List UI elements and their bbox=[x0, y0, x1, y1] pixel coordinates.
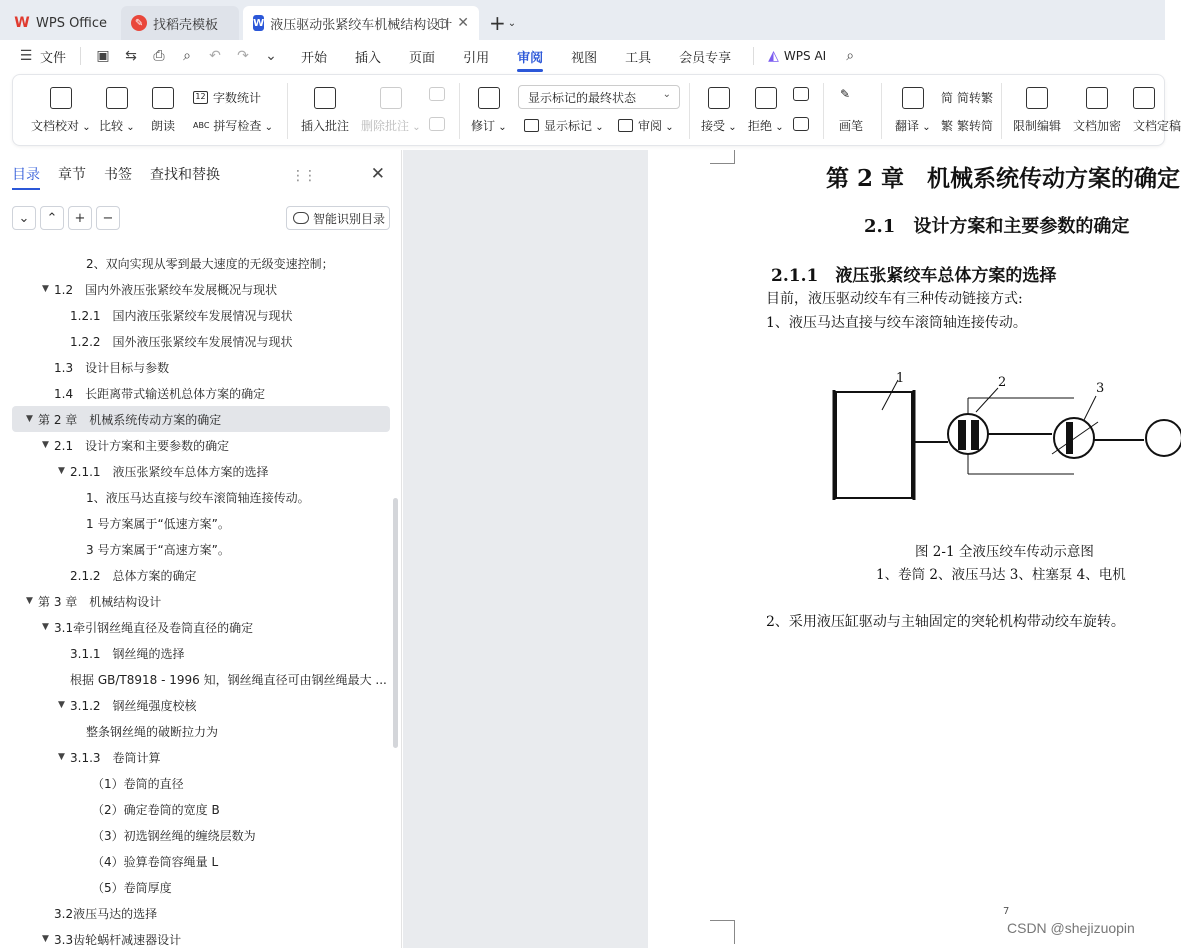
toc-item[interactable] bbox=[0, 614, 392, 640]
monitor-icon[interactable] bbox=[438, 19, 447, 28]
simplified-to-traditional-button[interactable] bbox=[941, 89, 993, 106]
toc-item[interactable] bbox=[0, 458, 392, 484]
toc-item-label: 3.1.1 钢丝绳的选择 bbox=[70, 646, 185, 661]
toc-list bbox=[0, 250, 392, 952]
menu-reference[interactable]: 引用 bbox=[463, 50, 490, 66]
save-icon[interactable]: ▣ bbox=[96, 48, 110, 64]
search-icon[interactable]: ⌕ bbox=[846, 48, 855, 64]
redo-icon[interactable]: ↷ bbox=[237, 48, 249, 64]
toc-item-label: 1.4 长距离带式输送机总体方案的确定 bbox=[54, 386, 266, 401]
plus-icon[interactable]: + bbox=[68, 206, 92, 230]
paragraph: 1、液压马达直接与绞车滚筒轴连接传动。 bbox=[766, 315, 1027, 331]
tab-bookmark[interactable]: 书签 bbox=[104, 167, 132, 183]
toc-item-label: 1.2.2 国外液压张紧绞车发展情况与现状 bbox=[70, 334, 293, 349]
toc-item-label: 1 号方案属于“低速方案”。 bbox=[86, 516, 230, 531]
wps-ai-button[interactable] bbox=[768, 48, 826, 64]
restrict-edit-button[interactable] bbox=[1013, 87, 1061, 134]
close-icon[interactable]: ✕ bbox=[370, 164, 385, 184]
delete-comment-icon bbox=[380, 87, 402, 109]
toc-item[interactable] bbox=[0, 900, 392, 926]
review-ribbon bbox=[12, 74, 1181, 146]
prev-comment-button[interactable] bbox=[429, 87, 445, 109]
paragraph: 目前，液压驱动绞车有三种传动链接方式: bbox=[766, 291, 1023, 307]
crop-mark bbox=[710, 150, 734, 164]
toc-item-label: （2）确定卷筒的宽度 B bbox=[92, 802, 220, 817]
accept-button[interactable] bbox=[701, 87, 737, 134]
crop-mark bbox=[734, 150, 735, 164]
divider bbox=[287, 83, 288, 139]
show-markup-icon bbox=[524, 119, 539, 132]
insert-comment-icon bbox=[314, 87, 336, 109]
show-markup-label: 显示标记 ⌄ bbox=[544, 117, 604, 134]
toc-item[interactable] bbox=[0, 380, 392, 406]
pen-icon: ✎ bbox=[840, 87, 851, 101]
menu-start[interactable]: 开始 bbox=[301, 50, 328, 66]
revise-button[interactable] bbox=[471, 87, 507, 134]
doc-check-label: 文档校对 ⌄ bbox=[31, 117, 91, 134]
translate-button[interactable] bbox=[895, 87, 931, 134]
toc-item-label: 1.3 设计目标与参数 bbox=[54, 360, 170, 375]
restrict-edit-label: 限制编辑 bbox=[1013, 119, 1062, 133]
expand-arrow-icon[interactable]: ▼ bbox=[26, 596, 33, 606]
drag-handle-icon[interactable]: ⋮⋮ bbox=[291, 168, 315, 184]
menu-member[interactable]: 会员专享 bbox=[679, 50, 732, 66]
next-change-icon bbox=[793, 117, 809, 131]
smart-toc-button[interactable] bbox=[286, 206, 390, 230]
lock-doc-icon bbox=[1026, 87, 1048, 109]
tab-find-replace[interactable]: 查找和替换 bbox=[150, 167, 220, 183]
toc-item[interactable] bbox=[0, 302, 392, 328]
toc-item-label: 2.1 设计方案和主要参数的确定 bbox=[54, 438, 230, 453]
insert-comment-label: 插入批注 bbox=[301, 119, 350, 133]
section-heading: 2.1 设计方案和主要参数的确定 bbox=[864, 216, 1130, 237]
toc-item[interactable] bbox=[0, 328, 392, 354]
traditional-to-simplified-icon: 繁 bbox=[941, 119, 954, 133]
toc-item-label: 第 3 章 机械结构设计 bbox=[38, 594, 162, 609]
toc-item[interactable] bbox=[0, 484, 392, 510]
toc-item[interactable] bbox=[0, 354, 392, 380]
expand-arrow-icon[interactable]: ▼ bbox=[58, 466, 65, 476]
toc-item[interactable] bbox=[0, 692, 392, 718]
word-count-icon: 12 bbox=[193, 91, 208, 104]
delete-comment-label: 删除批注 ⌄ bbox=[361, 117, 421, 134]
minus-icon[interactable]: − bbox=[96, 206, 120, 230]
share-icon[interactable]: ⇆ bbox=[125, 48, 137, 64]
toc-item-label: （5）卷筒厚度 bbox=[92, 880, 172, 895]
toc-item[interactable] bbox=[0, 250, 392, 276]
final-doc-icon bbox=[1133, 87, 1155, 109]
figure-label-1: 1 bbox=[896, 371, 905, 386]
navigation-pane bbox=[0, 150, 402, 948]
toc-item-label: 1、液压马达直接与绞车滚筒轴连接传动。 bbox=[86, 490, 310, 505]
toc-item-label: 1.2.1 国内液压张紧绞车发展情况与现状 bbox=[70, 308, 293, 323]
toc-item[interactable] bbox=[0, 796, 392, 822]
paragraph: 2、采用液压缸驱动与主轴固定的突轮机构带动绞车旋转。 bbox=[766, 614, 1125, 630]
divider bbox=[753, 47, 754, 65]
toc-item-label: 2.1.1 液压张紧绞车总体方案的选择 bbox=[70, 464, 269, 479]
menu-review[interactable]: 审阅 bbox=[517, 41, 543, 72]
wps-writer-icon: W bbox=[253, 15, 264, 31]
read-aloud-label: 朗读 bbox=[151, 119, 176, 133]
reject-label: 拒绝 ⌄ bbox=[748, 117, 784, 134]
toc-item[interactable] bbox=[0, 770, 392, 796]
compare-icon bbox=[106, 87, 128, 109]
chevron-down-icon[interactable]: ⌄ bbox=[12, 206, 36, 230]
toc-controls bbox=[12, 206, 124, 230]
next-change-button[interactable] bbox=[793, 117, 809, 139]
file-label: 文件 bbox=[40, 50, 67, 66]
menu-page[interactable]: 页面 bbox=[409, 50, 436, 66]
tab-document[interactable] bbox=[243, 6, 479, 40]
expand-arrow-icon[interactable]: ▼ bbox=[42, 440, 49, 450]
doc-check-icon bbox=[50, 87, 72, 109]
tab-docer[interactable] bbox=[121, 6, 239, 40]
wps-logo-icon: W bbox=[14, 15, 30, 31]
doc-check-button[interactable] bbox=[31, 87, 91, 134]
spell-check-icon: ABC bbox=[193, 121, 210, 130]
review-pane-label: 审阅 ⌄ bbox=[638, 117, 674, 134]
new-tab-button[interactable]: + ⌄ bbox=[489, 11, 517, 35]
winch-diagram bbox=[826, 362, 1165, 512]
toc-item-label: （1）卷筒的直径 bbox=[92, 776, 184, 791]
simplified-to-traditional-label: 简转繁 bbox=[957, 91, 994, 105]
toc-item[interactable] bbox=[0, 432, 392, 458]
next-comment-button[interactable] bbox=[429, 117, 445, 139]
toc-item[interactable] bbox=[0, 822, 392, 848]
review-pane-button[interactable] bbox=[618, 117, 674, 134]
wps-ai-icon: ◭ bbox=[768, 48, 779, 64]
wps-ai-label: WPS AI bbox=[783, 49, 827, 63]
toc-item-label: 3.3齿轮蜗杆减速器设计 bbox=[54, 932, 182, 947]
toc-item[interactable] bbox=[0, 926, 392, 952]
drum-shape bbox=[836, 392, 912, 498]
word-count-button[interactable] bbox=[193, 89, 261, 106]
figure-label-3: 3 bbox=[1096, 381, 1105, 396]
toc-item[interactable] bbox=[0, 276, 392, 302]
undo-icon[interactable]: ↶ bbox=[209, 48, 221, 64]
chevron-up-icon[interactable]: ⌃ bbox=[40, 206, 64, 230]
delete-comment-button[interactable] bbox=[361, 87, 421, 134]
toc-item-label: （3）初选钢丝绳的缠绕层数为 bbox=[92, 828, 256, 843]
doc-encrypt-button[interactable] bbox=[1073, 87, 1121, 134]
menu-insert[interactable]: 插入 bbox=[355, 50, 382, 66]
prev-change-icon bbox=[793, 87, 809, 101]
toc-item-label: （4）验算卷筒容绳量 L bbox=[92, 854, 219, 869]
figure-label-2: 2 bbox=[998, 375, 1007, 390]
traditional-to-simplified-button[interactable] bbox=[941, 117, 993, 134]
read-aloud-button[interactable] bbox=[151, 87, 175, 134]
divider bbox=[80, 47, 81, 65]
crop-mark bbox=[710, 920, 734, 921]
docer-icon: ✎ bbox=[131, 15, 147, 31]
toc-item[interactable] bbox=[0, 718, 392, 744]
doc-final-label: 文档定稿 bbox=[1133, 119, 1181, 133]
tab-toc[interactable]: 目录 bbox=[12, 164, 40, 190]
encrypt-doc-icon bbox=[1086, 87, 1108, 109]
toc-item[interactable] bbox=[0, 744, 392, 770]
smart-toc-label: 智能识别目录 bbox=[313, 211, 386, 226]
watermark: CSDN @shejizuopin bbox=[1007, 920, 1135, 936]
chevron-down-icon[interactable]: ⌄ bbox=[507, 17, 517, 29]
insert-comment-button[interactable] bbox=[301, 87, 349, 134]
compare-button[interactable] bbox=[99, 87, 135, 134]
divider bbox=[881, 83, 882, 139]
simplified-to-traditional-icon: 简 bbox=[941, 91, 954, 105]
divider bbox=[459, 83, 460, 139]
prev-change-button[interactable] bbox=[793, 87, 809, 109]
expand-arrow-icon[interactable]: ▼ bbox=[26, 414, 33, 424]
reject-button[interactable] bbox=[748, 87, 784, 134]
toc-item[interactable] bbox=[0, 562, 392, 588]
divider bbox=[823, 83, 824, 139]
figure-caption: 图 2-1 全液压绞车传动示意图 bbox=[915, 544, 1094, 560]
tab-wps-office[interactable] bbox=[4, 6, 117, 40]
toc-item[interactable] bbox=[0, 874, 392, 900]
print-preview-icon[interactable]: ⌕ bbox=[183, 48, 191, 64]
markup-state-value: 显示标记的最终状态 bbox=[528, 90, 637, 105]
doc-final-button[interactable] bbox=[1133, 87, 1181, 134]
motor-shape bbox=[948, 414, 988, 454]
accept-icon bbox=[708, 87, 730, 109]
expand-arrow-icon[interactable]: ▼ bbox=[58, 700, 65, 710]
electric-motor-shape bbox=[1146, 420, 1181, 456]
pen-button[interactable] bbox=[839, 87, 863, 134]
markup-state-select[interactable] bbox=[518, 85, 680, 109]
toc-item-label: 3.1.2 钢丝绳强度校核 bbox=[70, 698, 197, 713]
toc-item[interactable] bbox=[12, 406, 390, 432]
revise-icon bbox=[478, 87, 500, 109]
subsection-heading: 2.1.1 液压张紧绞车总体方案的选择 bbox=[771, 266, 1057, 286]
toc-item[interactable] bbox=[0, 640, 392, 666]
file-menu[interactable] bbox=[18, 47, 66, 66]
toc-item-label: 2.1.2 总体方案的确定 bbox=[70, 568, 197, 583]
print-icon[interactable]: ⎙ bbox=[153, 48, 165, 64]
smart-toc-icon bbox=[293, 212, 309, 224]
nav-tabs bbox=[12, 164, 238, 190]
crop-mark bbox=[734, 920, 735, 944]
toc-item-label: 第 2 章 机械系统传动方案的确定 bbox=[38, 412, 222, 427]
pump-shape bbox=[1054, 418, 1094, 458]
accept-label: 接受 ⌄ bbox=[701, 117, 737, 134]
toc-item-label: 整条钢丝绳的破断拉力为 bbox=[86, 724, 219, 739]
revise-label: 修订 ⌄ bbox=[471, 117, 507, 134]
tab-label: WPS Office bbox=[36, 15, 108, 31]
tab-bar bbox=[0, 0, 1165, 40]
toc-item-label: 3.1牵引钢丝绳直径及卷筒直径的确定 bbox=[54, 620, 254, 635]
translate-label: 翻译 ⌄ bbox=[895, 117, 931, 134]
toc-item[interactable] bbox=[0, 588, 392, 614]
menu-tools[interactable]: 工具 bbox=[625, 50, 652, 66]
figure-legend: 1、卷筒 2、液压马达 3、柱塞泵 4、电机 bbox=[876, 567, 1126, 583]
chapter-heading: 第 2 章 机械系统传动方案的确定 bbox=[826, 165, 1181, 192]
divider bbox=[1001, 83, 1002, 139]
read-aloud-icon bbox=[152, 87, 174, 109]
next-comment-icon bbox=[429, 117, 445, 131]
expand-arrow-icon[interactable]: ▼ bbox=[42, 622, 49, 632]
toc-item-label: 3.1.3 卷筒计算 bbox=[70, 750, 161, 765]
tab-label: 液压驱动张紧绞车机械结构设计 bbox=[270, 17, 453, 33]
expand-arrow-icon[interactable]: ▼ bbox=[42, 934, 49, 944]
review-pane-icon bbox=[618, 119, 633, 132]
toc-item-label: 3.2液压马达的选择 bbox=[54, 906, 158, 921]
page-number: 7 bbox=[1003, 906, 1010, 917]
hamburger-icon: ☰ bbox=[19, 48, 33, 64]
tab-chapter[interactable]: 章节 bbox=[58, 167, 86, 183]
doc-encrypt-label: 文档加密 bbox=[1073, 119, 1122, 133]
expand-arrow-icon[interactable]: ▼ bbox=[58, 752, 65, 762]
reject-icon bbox=[755, 87, 777, 109]
scrollbar[interactable] bbox=[393, 498, 398, 748]
compare-label: 比较 ⌄ bbox=[99, 117, 135, 134]
toc-item[interactable] bbox=[0, 666, 392, 692]
toc-item[interactable] bbox=[0, 510, 392, 536]
prev-comment-icon bbox=[429, 87, 445, 101]
traditional-to-simplified-label: 繁转简 bbox=[957, 119, 994, 133]
close-icon[interactable]: ✕ bbox=[457, 15, 470, 31]
menu-view[interactable]: 视图 bbox=[571, 50, 598, 66]
toc-item-label: 1.2 国内外液压张紧绞车发展概况与现状 bbox=[54, 282, 278, 297]
chevron-down-icon: ⌄ bbox=[662, 89, 671, 100]
tab-label: 找稻壳模板 bbox=[153, 17, 219, 33]
spell-check-button[interactable] bbox=[193, 117, 273, 134]
toc-item-label: 根据 GB/T8918 - 1996 知，钢丝绳直径可由钢丝绳最大 ... bbox=[70, 672, 387, 687]
pen-label: 画笔 bbox=[839, 119, 864, 133]
toc-item-label: 2、双向实现从零到最大速度的无级变速控制； bbox=[86, 256, 334, 271]
spell-check-label: 拼写检查 ⌄ bbox=[213, 117, 273, 134]
show-markup-button[interactable] bbox=[524, 117, 604, 134]
expand-arrow-icon[interactable]: ▼ bbox=[42, 284, 49, 294]
toc-item-label: 3 号方案属于“高速方案”。 bbox=[86, 542, 230, 557]
chevron-down-icon[interactable]: ⌄ bbox=[265, 48, 277, 64]
menu-bar bbox=[0, 40, 1165, 72]
divider bbox=[689, 83, 690, 139]
toc-item[interactable] bbox=[0, 536, 392, 562]
toc-item[interactable] bbox=[0, 848, 392, 874]
translate-icon bbox=[902, 87, 924, 109]
word-count-label: 字数统计 bbox=[213, 91, 262, 105]
